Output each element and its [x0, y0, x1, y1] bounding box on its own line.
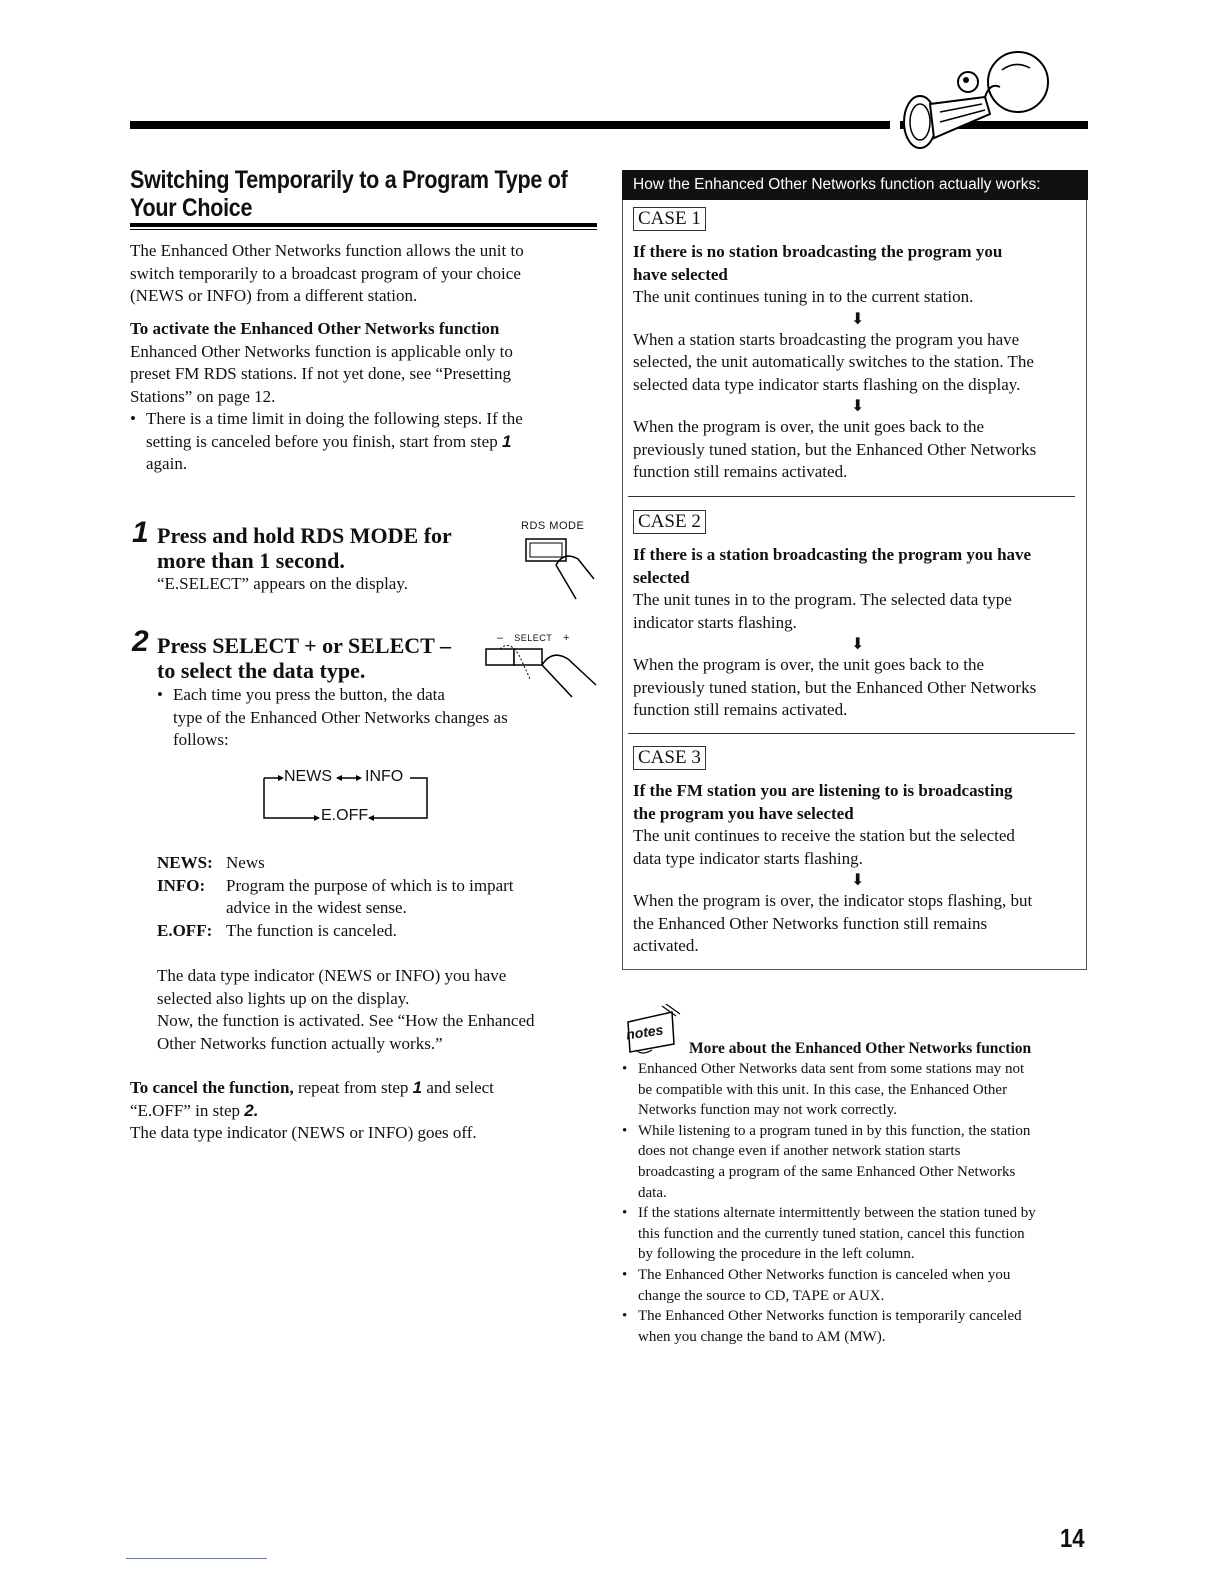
rds-mode-label: RDS MODE	[521, 520, 585, 532]
rds-mode-button-icon	[520, 535, 600, 603]
after-text: The data type indicator (NEWS or INFO) you have selected also lights up on the display. Now, the function is activated. See “How the Enhanced Other Networks function actually works.”	[157, 966, 535, 1053]
horn-icon	[890, 42, 1060, 154]
case-divider	[628, 496, 1075, 497]
step-2: Press SELECT + or SELECT – to select the data type.	[157, 633, 451, 683]
definition-info: INFO: Program the purpose of which is to impart advice in the widest sense.	[157, 875, 514, 917]
step-2-number: 2	[132, 625, 149, 658]
select-button-label: – SELECT +	[497, 632, 570, 644]
notes-list	[622, 1059, 1092, 1347]
notes-heading: More about the Enhanced Other Networks function	[689, 1040, 1032, 1057]
case-3: CASE 3 If the FM station you are listening to is broadcasting the program you have selected The unit continues to receive the station but the selected data type indicator starts flashing. ⬇ When the program is over, the indicator stops flashing, but the Enhanced Other Networks function still remains activated.	[633, 747, 1033, 955]
footer-line	[126, 1558, 267, 1559]
down-arrow-icon: ⬇	[851, 634, 865, 653]
notes-icon-label: notes	[625, 1021, 665, 1043]
intro-paragraph: The Enhanced Other Networks function allows the unit to switch temporarily to a broadcast program of your choice (NEWS or INFO) from a different station.	[130, 241, 524, 305]
down-arrow-icon: ⬇	[851, 870, 865, 889]
step-1-number: 1	[132, 516, 149, 549]
definition-news: NEWS: News	[157, 853, 265, 872]
definition-eoff: E.OFF: The function is canceled.	[157, 920, 397, 940]
step-1: Press and hold RDS MODE for more than 1 second. “E.SELECT” appears on the display.	[157, 523, 487, 596]
cycle-info: INFO	[365, 768, 404, 785]
case-1: CASE 1 If there is no station broadcasting the program you have selected The unit continues tuning in to the current station. ⬇ When a station starts broadcasting the program you have selected, the unit automatically switches to the station. The selected data type indicator starts flashing on the display. ⬇ When the program is over, the unit goes back to the previously tuned station, but the Enhanced Other Networks function still remains activated.	[633, 208, 1037, 481]
notes-icon	[622, 1004, 682, 1056]
page-number: 14	[1060, 1523, 1085, 1553]
case-1-label: CASE 1	[633, 207, 706, 231]
data-type-cycle	[262, 766, 432, 824]
definitions	[157, 852, 577, 942]
activate-heading: To activate the Enhanced Other Networks function	[130, 319, 500, 338]
note-item: • Enhanced Other Networks data sent from some stations may not be compatible with this unit. In this case, the Enhanced Other Networks function may not work correctly.	[622, 1059, 1092, 1121]
note-item: • The Enhanced Other Networks function is temporarily canceled when you change the band to AM (MW).	[622, 1306, 1092, 1347]
title-rule-thin	[130, 229, 597, 230]
page-title: Switching Temporarily to a Program Type of Your Choice	[130, 166, 568, 222]
case-3-label: CASE 3	[633, 746, 706, 770]
cycle-news: NEWS	[284, 768, 332, 785]
down-arrow-icon: ⬇	[851, 308, 865, 328]
case-divider	[628, 733, 1075, 734]
step-2-note: • Each time you press the button, the data type of the Enhanced Other Networks changes as follows:	[157, 684, 557, 752]
time-limit-note: • There is a time limit in doing the following steps. If the setting is canceled before you finish, start from step 1 again.	[130, 408, 600, 476]
activate-section: To activate the Enhanced Other Networks function Enhanced Other Networks function is applicable only to preset FM RDS stations. If not yet done, see “Presetting Stations” on page 12. • There is a time limit in doing the following steps. If the setting is canceled before you finish, start from step 1 again.	[130, 318, 600, 476]
note-item: • While listening to a program tuned in by this function, the station does not change even if another network station starts broadcasting a program of the same Enhanced Other Networks data.	[622, 1121, 1092, 1203]
how-it-works-title: How the Enhanced Other Networks function actually works:	[622, 170, 1088, 200]
title-rule	[130, 223, 597, 227]
cycle-eoff: E.OFF	[321, 807, 369, 824]
note-item: • If the stations alternate intermittently between the station tuned by this function and the currently tuned station, cancel this function by following the procedure in the left column.	[622, 1203, 1092, 1265]
cancel-section: To cancel the function, repeat from step 1 and select “E.OFF” in step 2. The data type indicator (NEWS or INFO) goes off.	[130, 1078, 494, 1142]
case-2-label: CASE 2	[633, 510, 706, 534]
note-item: • The Enhanced Other Networks function is canceled when you change the source to CD, TAPE or AUX.	[622, 1265, 1092, 1306]
case-2: CASE 2 If there is a station broadcasting the program you have selected The unit tunes in to the program. The selected data type indicator starts flashing. ⬇ When the program is over, the unit goes back to the previously tuned station, but the Enhanced Other Networks function still remains activated.	[633, 511, 1037, 719]
down-arrow-icon: ⬇	[851, 396, 865, 415]
step-1-desc: “E.SELECT” appears on the display.	[157, 574, 408, 593]
